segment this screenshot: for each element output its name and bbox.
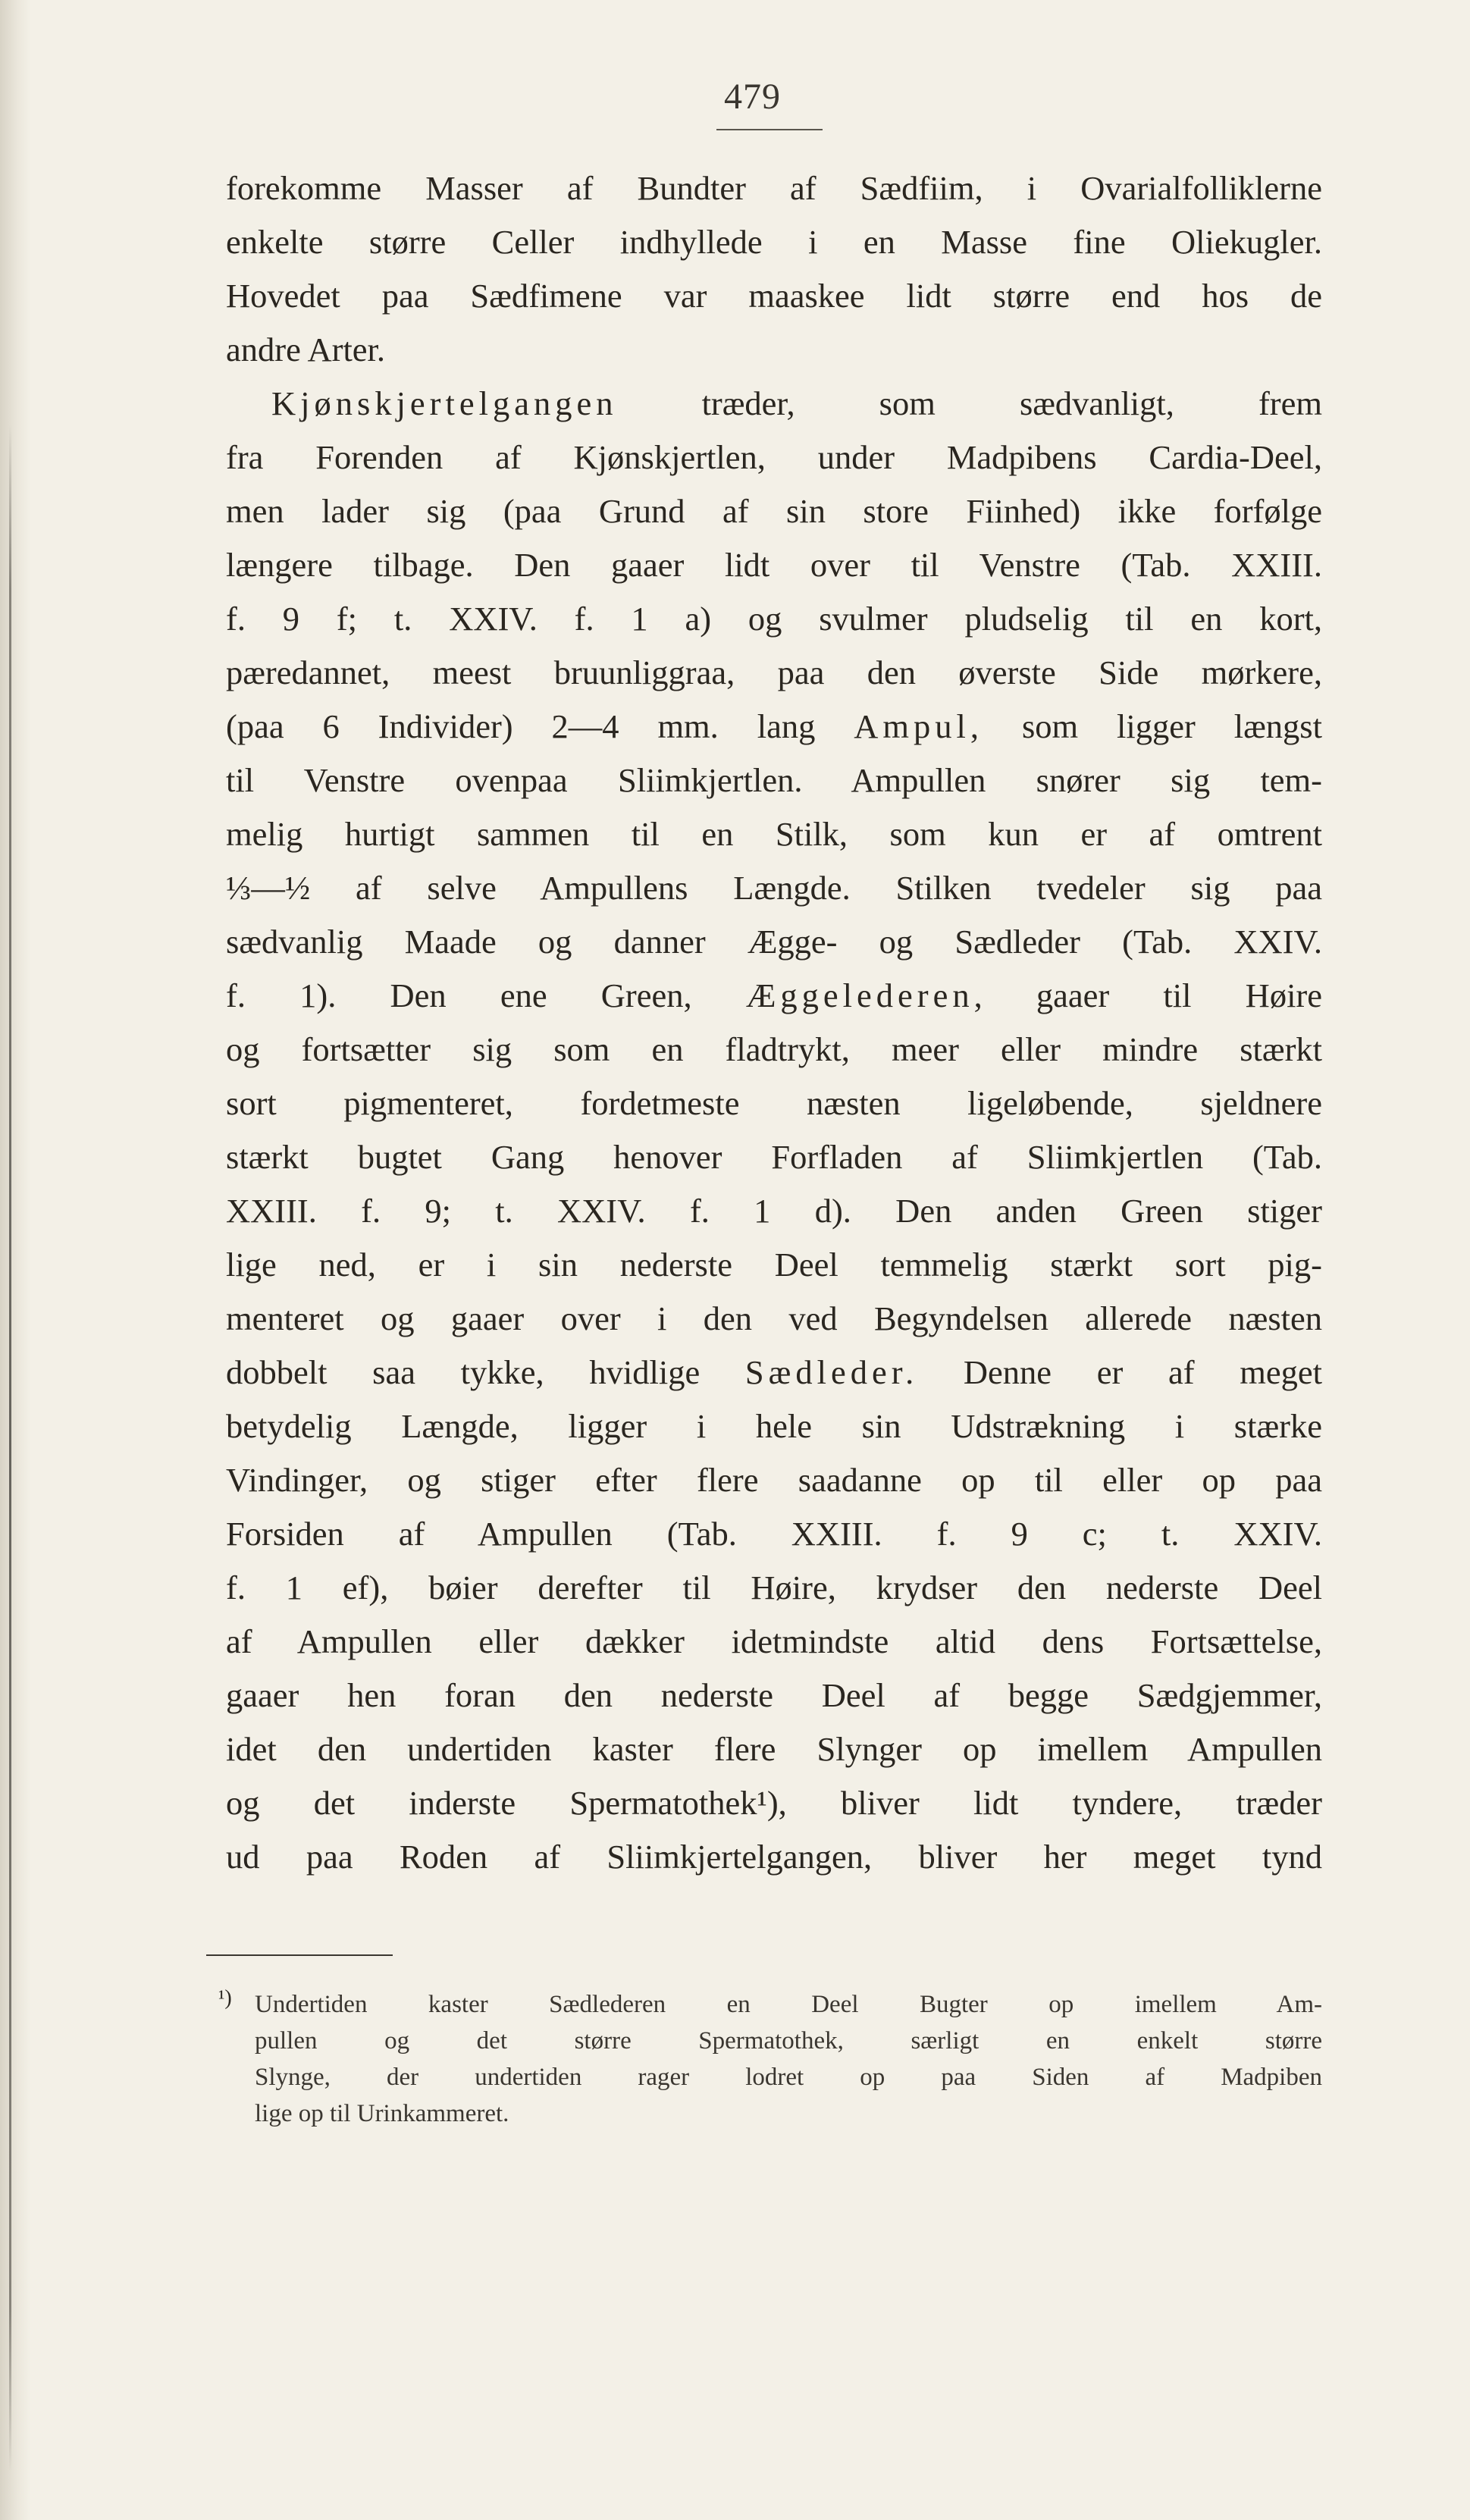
text-line: idet den undertiden kaster flere Slynger op imellem Ampullen <box>226 1730 1322 1768</box>
text-line: (paa 6 Individer) 2—4 mm. lang Ampul, som ligger længst <box>226 707 1322 745</box>
text-line: f. 1). Den ene Green, Æggelederen, gaaer til Høire <box>226 976 1322 1014</box>
text-line: forekomme Masser af Bundter af Sædfiim, i Ovarialfolliklerne <box>226 169 1322 207</box>
text-line: andre Arter. <box>226 331 386 368</box>
text-line: menteret og gaaer over i den ved Begyndelsen allerede næsten <box>226 1299 1322 1337</box>
page-number-rule <box>716 129 823 130</box>
text-line: fra Forenden af Kjønskjertlen, under Madpibens Cardia-Deel, <box>226 438 1322 476</box>
text-line: sort pigmenteret, fordetmeste næsten ligeløbende, sjeldnere <box>226 1084 1322 1122</box>
emphasized-term: Æggelederen <box>745 976 974 1014</box>
text-line: Kjønskjertelgangen træder, som sædvanligt, frem <box>271 384 1322 422</box>
text-line: men lader sig (paa Grund af sin store Fiinhed) ikke forfølge <box>226 492 1322 530</box>
text-line: og det inderste Spermatothek¹), bliver lidt tyndere, træder <box>226 1784 1322 1822</box>
text-line: dobbelt saa tykke, hvidlige Sædleder. Denne er af meget <box>226 1353 1322 1391</box>
text-line: lige ned, er i sin nederste Deel temmelig stærkt sort pig- <box>226 1246 1322 1284</box>
text-line: f. 1 ef), bøier derefter til Høire, krydser den nederste Deel <box>226 1569 1322 1606</box>
footnote-line: lige op til Urinkammeret. <box>255 2100 509 2127</box>
footnote-line: pullen og det større Spermatothek, særligt en enkelt større <box>255 2027 1322 2055</box>
text-line: af Ampullen eller dækker idetmindste altid dens Fortsættelse, <box>226 1622 1322 1660</box>
text-line: og fortsætter sig som en fladtrykt, meer eller mindre stærkt <box>226 1030 1322 1068</box>
text-line: til Venstre ovenpaa Sliimkjertlen. Ampullen snører sig tem- <box>226 761 1322 799</box>
text-line: pæredannet, meest bruunliggraa, paa den øverste Side mørkere, <box>226 654 1322 691</box>
text-line: betydelig Længde, ligger i hele sin Udstrækning i stærke <box>226 1407 1322 1445</box>
binding-edge <box>0 0 30 2520</box>
text-line: melig hurtigt sammen til en Stilk, som kun er af omtrent <box>226 815 1322 853</box>
text-line: Hovedet paa Sædfimene var maaskee lidt større end hos de <box>226 277 1322 315</box>
emphasized-term: Sædleder. <box>744 1353 919 1391</box>
emphasized-term: Ampul, <box>854 707 984 745</box>
footnote-marker: ¹) <box>218 1986 232 2010</box>
footnote-line: Slynge, der undertiden rager lodret op paa Siden af Madpiben <box>255 2064 1322 2091</box>
page-number: 479 <box>724 77 781 117</box>
emphasized-term: Kjønskjertelgangen <box>271 384 618 422</box>
text-line: enkelte større Celler indhyllede i en Masse fine Oliekugler. <box>226 223 1322 261</box>
text-line: XXIII. f. 9; t. XXIV. f. 1 d). Den anden Green stiger <box>226 1192 1322 1230</box>
text-line: gaaer hen foran den nederste Deel af begge Sædgjemmer, <box>226 1676 1322 1714</box>
body-text <box>226 161 1322 1884</box>
text-line: stærkt bugtet Gang henover Forfladen af Sliimkjertlen (Tab. <box>226 1138 1322 1176</box>
footnote <box>218 1986 1322 2132</box>
text-line: sædvanlig Maade og danner Ægge- og Sædleder (Tab. XXIV. <box>226 923 1322 961</box>
footnote-separator <box>206 1954 393 1956</box>
binding-shadow <box>9 425 11 2471</box>
text-line: Vindinger, og stiger efter flere saadanne op til eller op paa <box>226 1461 1322 1499</box>
text-line: f. 9 f; t. XXIV. f. 1 a) og svulmer pludselig til en kort, <box>226 600 1322 638</box>
text-line: Forsiden af Ampullen (Tab. XXIII. f. 9 c; t. XXIV. <box>226 1515 1322 1553</box>
text-line: ud paa Roden af Sliimkjertelgangen, bliver her meget tynd <box>226 1838 1322 1876</box>
footnote-line: Undertiden kaster Sædlederen en Deel Bugter op imellem Am- <box>255 1991 1322 2018</box>
text-line: længere tilbage. Den gaaer lidt over til Venstre (Tab. XXIII. <box>226 546 1322 584</box>
text-line: ⅓—½ af selve Ampullens Længde. Stilken tvedeler sig paa <box>226 869 1322 907</box>
